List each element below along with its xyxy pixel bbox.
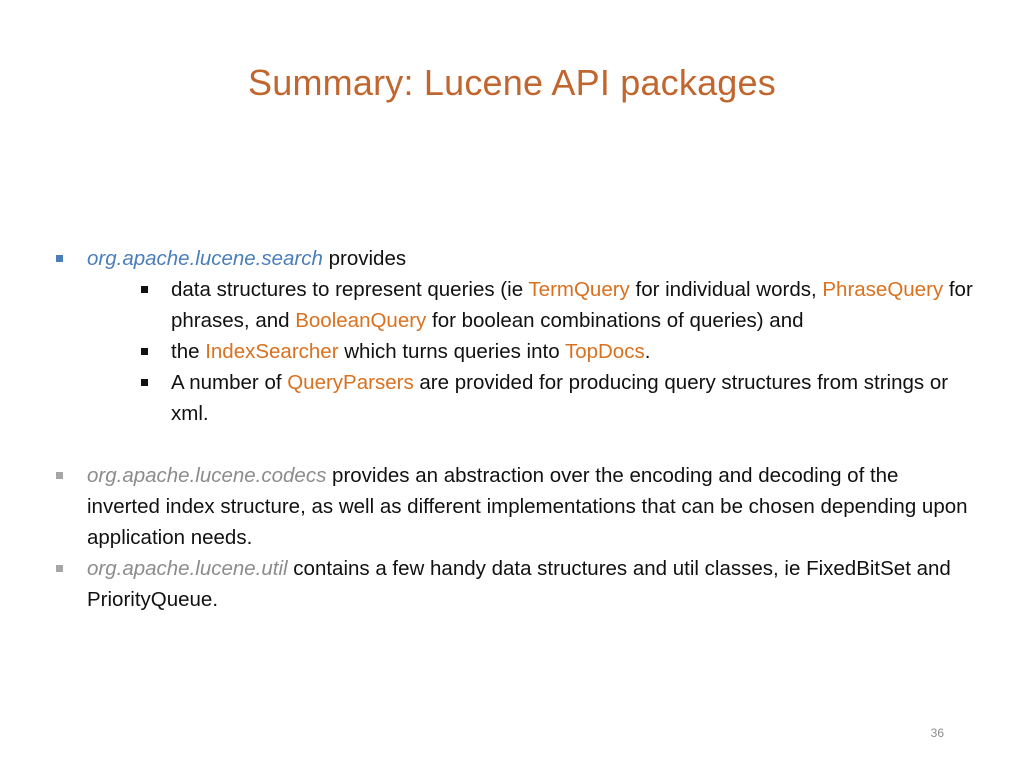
bullet-text: provides	[322, 247, 407, 270]
bullet-text: are provided for producing query structures from strings or xml.	[171, 371, 949, 425]
package-name-codecs: org.apache.lucene.codecs	[87, 464, 327, 487]
bullet-text: .	[644, 340, 651, 363]
class-name-indexsearcher: IndexSearcher	[205, 340, 339, 363]
bullet-text: data structures to represent queries (ie	[171, 278, 529, 301]
class-name-queryparsers: QueryParsers	[287, 371, 414, 394]
slide-body	[56, 243, 976, 615]
square-bullet-icon	[141, 348, 148, 355]
bullet-text: for boolean combinations of queries) and	[426, 309, 804, 332]
bullet-text: the	[171, 340, 206, 363]
bullet-codecs	[56, 460, 976, 553]
square-bullet-icon	[56, 472, 63, 479]
square-bullet-icon	[141, 379, 148, 386]
bullet-util	[56, 553, 976, 615]
bullet-text: for phrases, and	[171, 278, 973, 332]
class-name-booleanquery: BooleanQuery	[295, 309, 427, 332]
square-bullet-icon	[56, 565, 63, 572]
bullet-text: A number of	[171, 371, 288, 394]
bullet-text: contains a few handy data structures and util classes, ie FixedBitSet and PriorityQueue.	[87, 557, 951, 611]
slide-title: Summary: Lucene API packages	[248, 62, 776, 103]
class-name-termquery: TermQuery	[528, 278, 630, 301]
page-number: 36	[930, 726, 944, 740]
package-name-search: org.apache.lucene.search	[87, 247, 323, 270]
class-name-phrasequery: PhraseQuery	[822, 278, 944, 301]
class-name-topdocs: TopDocs	[564, 340, 645, 363]
sub-bullet-data-structures	[56, 274, 976, 336]
square-bullet-icon	[141, 286, 148, 293]
bullet-text: which turns queries into	[338, 340, 565, 363]
package-name-util: org.apache.lucene.util	[87, 557, 288, 580]
square-bullet-icon	[56, 255, 63, 262]
bullet-search	[56, 243, 976, 274]
bullet-text: for individual words,	[629, 278, 823, 301]
bullet-text: provides an abstraction over the encoding and decoding of the inverted index structure, as well as different implementations that can be chosen depending upon application needs.	[87, 464, 968, 549]
spacer	[56, 429, 976, 460]
sub-bullet-indexsearcher	[56, 336, 976, 367]
sub-bullet-queryparsers	[56, 367, 976, 429]
